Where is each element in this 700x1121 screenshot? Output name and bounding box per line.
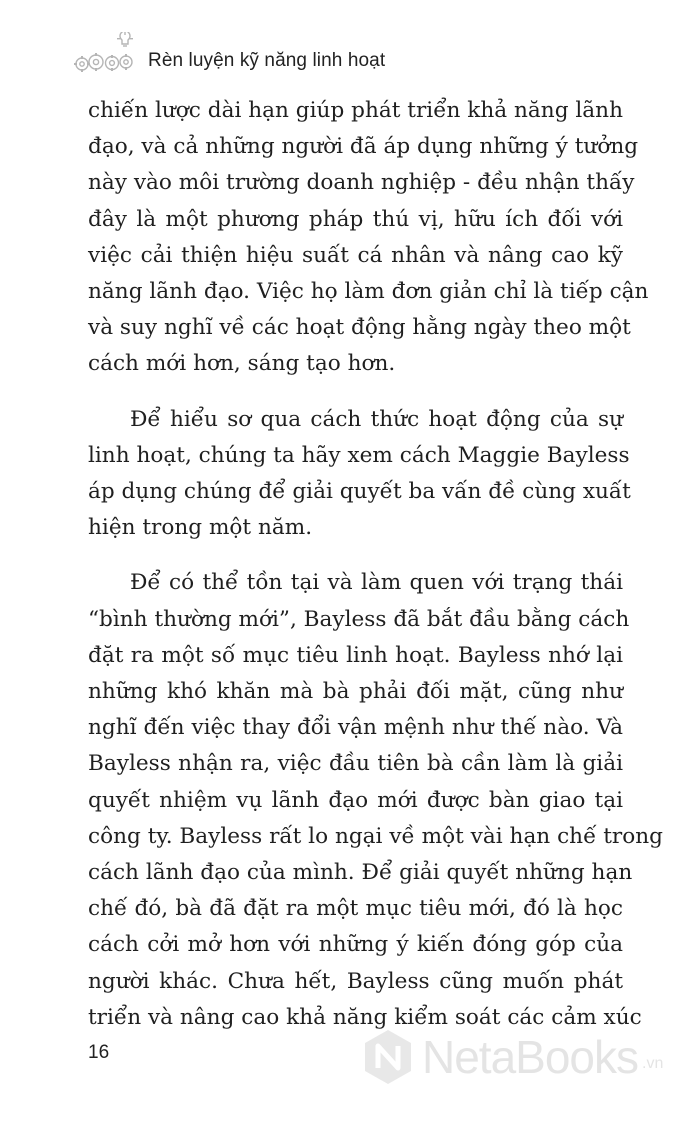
text-line: áp dụng chúng để giải quyết ba vấn đề cùng xuất xyxy=(88,479,631,505)
watermark-suffix: .vn xyxy=(642,1055,664,1072)
text-line: chế đó, bà đã đặt ra một mục tiêu mới, đó là học xyxy=(88,896,623,922)
body-text xyxy=(88,93,663,1055)
netabooks-logo-icon xyxy=(362,1028,414,1086)
watermark-text: NetaBooks xyxy=(422,1031,639,1083)
text-line: này vào môi trường doanh nghiệp - đều nhận thấy xyxy=(88,170,635,196)
text-line: quyết nhiệm vụ lãnh đạo mới được bàn giao tại xyxy=(88,787,623,813)
page-header xyxy=(72,32,385,74)
text-line: đạo, và cả những người đã áp dụng những ý tưởng xyxy=(88,134,639,160)
text-line: năng lãnh đạo. Việc họ làm đơn giản chỉ là tiếp cận xyxy=(88,279,649,305)
text-line: Để có thể tồn tại và làm quen với trạng thái xyxy=(130,570,623,596)
text-line: hiện trong một năm. xyxy=(88,515,313,541)
text-line: cách cởi mở hơn với những ý kiến đóng góp của xyxy=(88,932,623,958)
text-line: chiến lược dài hạn giúp phát triển khả năng lãnh xyxy=(88,98,623,123)
text-line: công ty. Bayless rất lo ngại về một vài hạn chế trong xyxy=(88,823,663,849)
text-line: Bayless nhận ra, việc đầu tiên bà cần làm là giải xyxy=(88,751,623,777)
gears-lightbulb-icon xyxy=(72,32,138,74)
text-line: linh hoạt, chúng ta hãy xem cách Maggie Bayless xyxy=(88,442,630,468)
text-line: và suy nghĩ về các hoạt động hằng ngày theo một xyxy=(88,315,631,341)
text-line: cách mới hơn, sáng tạo hơn. xyxy=(88,351,396,377)
text-line: việc cải thiện hiệu suất cá nhân và nâng cao kỹ xyxy=(88,242,623,268)
paragraph xyxy=(88,402,631,547)
text-line: đây là một phương pháp thú vị, hữu ích đối với xyxy=(88,206,623,232)
text-line: người khác. Chưa hết, Bayless cũng muốn phát xyxy=(88,968,623,994)
text-line: những khó khăn mà bà phải đối mặt, cũng như xyxy=(88,679,623,705)
text-line: “bình thường mới”, Bayless đã bắt đầu bằng cách xyxy=(88,606,630,632)
page-number: 16 xyxy=(88,1042,110,1063)
text-line: đặt ra một số mục tiêu linh hoạt. Bayless nhớ lại xyxy=(88,642,623,668)
paragraph xyxy=(88,93,649,383)
text-line: Để hiểu sơ qua cách thức hoạt động của sự xyxy=(130,406,623,432)
paragraph xyxy=(88,565,663,1036)
text-line: cách lãnh đạo của mình. Để giải quyết những hạn xyxy=(88,860,633,886)
text-line: nghĩ đến việc thay đổi vận mệnh như thế nào. Và xyxy=(88,715,623,741)
watermark xyxy=(362,1028,663,1086)
text-line: triển và nâng cao khả năng kiểm soát các cảm xúc xyxy=(88,1004,642,1030)
running-header-title: Rèn luyện kỹ năng linh hoạt xyxy=(148,50,386,71)
